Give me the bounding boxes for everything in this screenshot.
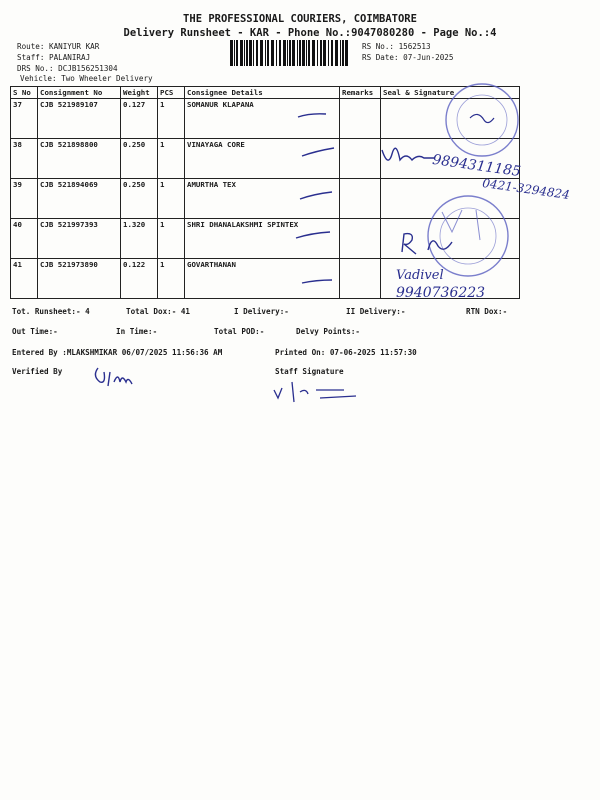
barcode-bar bbox=[230, 40, 233, 66]
barcode-bar bbox=[323, 40, 326, 66]
cell-signature bbox=[381, 219, 520, 259]
col-remarks: Remarks bbox=[340, 87, 381, 99]
table-row bbox=[11, 99, 520, 139]
verifier-signature bbox=[90, 362, 150, 392]
barcode-bar bbox=[234, 40, 235, 66]
i-delivery: I Delivery:- bbox=[234, 307, 289, 316]
col-consignee: Consignee Details bbox=[185, 87, 340, 99]
barcode-bar bbox=[306, 40, 307, 66]
barcode-bar bbox=[249, 40, 252, 66]
cell-consignment: CJB 521898800 bbox=[38, 139, 121, 179]
cell-consignment: CJB 521997393 bbox=[38, 219, 121, 259]
barcode-bar bbox=[276, 40, 277, 66]
barcode-bar bbox=[308, 40, 310, 66]
cell-consignee: SHRI DHANALAKSHMI SPINTEX bbox=[185, 219, 340, 259]
drs-number: DRS No.: DCJB156251304 bbox=[17, 64, 118, 73]
barcode-bar bbox=[317, 40, 318, 66]
handwritten-phone-3: 9940736223 bbox=[396, 285, 486, 301]
cell-sno: 37 bbox=[11, 99, 38, 139]
cell-weight: 0.122 bbox=[121, 259, 158, 299]
cell-signature bbox=[381, 99, 520, 139]
cell-sno: 41 bbox=[11, 259, 38, 299]
cell-pcs: 1 bbox=[158, 219, 185, 259]
company-name: THE PROFESSIONAL COURIERS, COIMBATORE bbox=[183, 13, 417, 25]
cell-pcs: 1 bbox=[158, 179, 185, 219]
barcode-bar bbox=[320, 40, 322, 66]
barcode-bar bbox=[253, 40, 254, 66]
barcode-bar bbox=[244, 40, 245, 66]
cell-weight: 0.250 bbox=[121, 139, 158, 179]
barcode-bar bbox=[340, 40, 341, 66]
barcode-bar bbox=[260, 40, 263, 66]
table-row bbox=[11, 219, 520, 259]
barcode-bar bbox=[256, 40, 258, 66]
total-runsheet: Tot. Runsheet:- 4 bbox=[12, 307, 90, 316]
rs-date: RS Date: 07-Jun-2025 bbox=[362, 53, 454, 62]
ii-delivery: II Delivery:- bbox=[346, 307, 406, 316]
barcode-bar bbox=[345, 40, 348, 66]
cell-sno: 39 bbox=[11, 179, 38, 219]
staff-signature-label: Staff Signature bbox=[275, 367, 344, 376]
cell-remarks bbox=[340, 99, 381, 139]
total-dox: Total Dox:- 41 bbox=[126, 307, 191, 316]
vehicle-label: Vehicle: Two Wheeler Delivery bbox=[20, 74, 153, 83]
barcode-bar bbox=[331, 40, 333, 66]
barcode-bar bbox=[265, 40, 266, 66]
barcode-bar bbox=[312, 40, 315, 66]
cell-pcs: 1 bbox=[158, 259, 185, 299]
barcode-bar bbox=[283, 40, 286, 66]
handwritten-phone-1: 9894311185 bbox=[431, 151, 522, 181]
table-row bbox=[11, 179, 520, 219]
barcode-bar bbox=[328, 40, 329, 66]
staff-label: Staff: PALANIRAJ bbox=[17, 53, 91, 62]
barcode-bar bbox=[292, 40, 295, 66]
barcode-bar bbox=[302, 40, 305, 66]
cell-sno: 38 bbox=[11, 139, 38, 179]
cell-consignment: CJB 521989107 bbox=[38, 99, 121, 139]
cell-pcs: 1 bbox=[158, 139, 185, 179]
handwritten-name: Vadivel bbox=[396, 268, 444, 283]
col-consignment: Consignment No bbox=[38, 87, 121, 99]
barcode-bar bbox=[246, 40, 248, 66]
rtn-dox: RTN Dox:- bbox=[466, 307, 508, 316]
col-sno: S No bbox=[11, 87, 38, 99]
cell-weight: 0.250 bbox=[121, 179, 158, 219]
cell-consignee: VINAYAGA CORE bbox=[185, 139, 340, 179]
cell-remarks bbox=[340, 219, 381, 259]
barcode-bar bbox=[271, 40, 274, 66]
cell-remarks bbox=[340, 259, 381, 299]
cell-consignee: SOMANUR KLAPANA bbox=[185, 99, 340, 139]
barcode-bar bbox=[240, 40, 243, 66]
staff-signature bbox=[270, 378, 370, 408]
barcode-bar bbox=[279, 40, 281, 66]
barcode-bar bbox=[267, 40, 269, 66]
in-time: In Time:- bbox=[116, 327, 158, 336]
barcode-bar bbox=[297, 40, 298, 66]
barcode-bar bbox=[299, 40, 301, 66]
verified-by-label: Verified By bbox=[12, 367, 63, 376]
delivery-points: Delvy Points:- bbox=[296, 327, 361, 336]
entered-by: Entered By :MLAKSHMIKAR 06/07/2025 11:56:36 AM bbox=[12, 348, 223, 357]
col-pcs: PCS bbox=[158, 87, 185, 99]
cell-weight: 1.320 bbox=[121, 219, 158, 259]
total-pod: Total POD:- bbox=[214, 327, 265, 336]
cell-pcs: 1 bbox=[158, 99, 185, 139]
route-label: Route: KANIYUR KAR bbox=[17, 42, 100, 51]
barcode-image bbox=[230, 40, 350, 66]
runsheet-title: Delivery Runsheet - KAR - Phone No.:9047080280 - Page No.:4 bbox=[123, 27, 497, 39]
barcode-bar bbox=[289, 40, 291, 66]
col-seal-signature: Seal & Signature bbox=[381, 87, 520, 99]
table-header-row bbox=[11, 87, 520, 99]
printed-on: Printed On: 07-06-2025 11:57:30 bbox=[275, 348, 417, 357]
cell-consignment: CJB 521894069 bbox=[38, 179, 121, 219]
cell-consignment: CJB 521973890 bbox=[38, 259, 121, 299]
barcode-bar bbox=[236, 40, 238, 66]
cell-remarks bbox=[340, 179, 381, 219]
cell-consignee: GOVARTHANAN bbox=[185, 259, 340, 299]
out-time: Out Time:- bbox=[12, 327, 58, 336]
rs-number: RS No.: 1562513 bbox=[362, 42, 431, 51]
cell-weight: 0.127 bbox=[121, 99, 158, 139]
cell-sno: 40 bbox=[11, 219, 38, 259]
handwritten-phone-2: 0421-3294824 bbox=[481, 175, 571, 203]
barcode-bar bbox=[342, 40, 344, 66]
barcode-bar bbox=[287, 40, 288, 66]
col-weight: Weight bbox=[121, 87, 158, 99]
cell-consignee: AMURTHA TEX bbox=[185, 179, 340, 219]
barcode-bar bbox=[335, 40, 338, 66]
cell-remarks bbox=[340, 139, 381, 179]
